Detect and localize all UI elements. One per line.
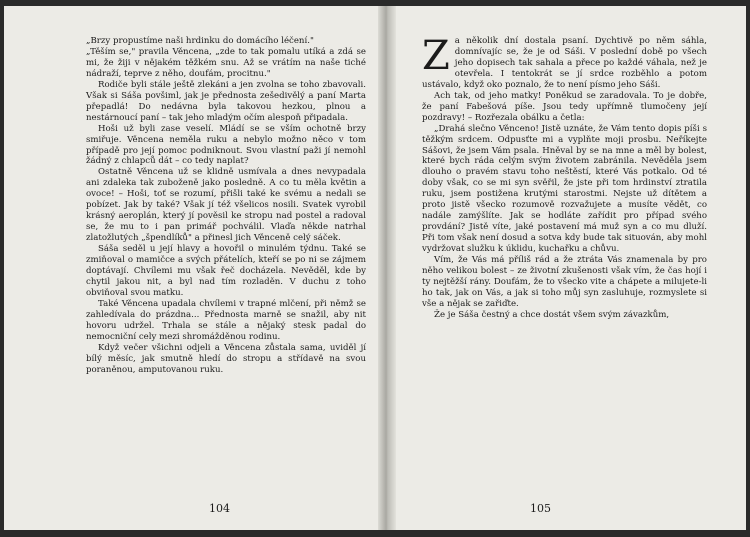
- right-paragraph: Ach tak, od jeho matky! Poněkud se zaradovala. To je dobře, že paní Fabešová píše. Jsou tedy upřímně tlumočeny její pozdravy! – Rozřezala obálku a četla:: [422, 90, 707, 123]
- drop-cap: Z: [422, 33, 450, 79]
- right-page: [422, 33, 707, 515]
- right-paragraph-first: [422, 33, 707, 91]
- right-paragraph: Že je Sáša čestný a chce dostát všem svým závazkům,: [434, 309, 670, 320]
- first-paragraph-text: a několik dní dostala psaní. Dychtivě po něm sáhla, domnívajíc se, že je od Sáši. V poslední době po všech jeho dopisech tak sahala a přece po každé váhala, než je otevřela. I tentokrát se jí srdce rozběhlo a potom ustávalo, když oko poznalo, že to není písmo jeho Sáši.: [422, 36, 707, 90]
- left-page-number: 104: [209, 502, 230, 515]
- left-page-text: [86, 36, 366, 376]
- left-paragraph: „Těším se," pravila Věncena, „zde to tak pomalu utíká a zdá se mi, že žiji v nějakém těžkém snu. Až se vrátím na naše tiché nádraží, teprve z něho, doufám, procitnu.": [86, 46, 366, 79]
- left-paragraph: „Brzy propustíme naši hrdinku do domácího léčení.": [86, 36, 314, 46]
- left-paragraph: Ostatně Věncena už se klidně usmívala a dnes nevypadala ani zdaleka tak zuboženě jako posledně. A co tu měla květin a ovoce! – Hoši, toť se rozumí, přišli také ke svému a nedali se pobízet. Jak by také? Však jí též všelicos nosili. Svatek vyrobil krásný aeroplán, který jí pověsil ke stropu nad postel a radoval se, že mu to i pan primář pochválil. Vlaďa někde natrhal zlatožlutých „špendlíků" a přinesl jich Věnceně celý sáček.: [86, 167, 366, 244]
- left-paragraph: Rodiče byli stále ještě zlekáni a jen zvolna se toho zbavovali. Však si Sáša povšiml, jak je přednosta zešedivělý a paní Marta přepadlá! Do nedávna byla takovou hezkou, plnou a nestárnoucí paní – tak jeho mladým očím alespoň připadala.: [86, 79, 366, 123]
- left-paragraph: Hoši už byli zase veselí. Mládí se se vším ochotně brzy smiřuje. Věncena neměla ruku a nebylo možno něco v tom případě pro její pomoc podniknout. Svou vlastní paži jí nemohl žádný z chlapců dát – co tedy naplat?: [86, 123, 366, 167]
- left-paragraph: Když večer všichni odjeli a Věncena zůstala sama, uviděl jí bílý měsíc, jak smutně hledí do stropu a střídavě na svou poraněnou, amputovanou ruku.: [86, 342, 366, 375]
- book-spine: [378, 6, 396, 530]
- left-paragraph: Také Věncena upadala chvílemi v trapné mlčení, při němž se zahledívala do prázdna... Přednosta marně se snažil, aby nit hovoru udržel. Trhala se stále a nějaký stesk padal do nemocniční cely mezi shromážděnou rodinu.: [86, 298, 366, 342]
- left-paragraph: Sáša seděl u její hlavy a hovořil o minulém týdnu. Také se zmiňoval o mamičce a svých přátelích, kteří se po ni se zájmem doptávají. Chvílemi mu však řeč docházela. Nevěděl, kde by chytil jakou nit, a byl nad tím rozladěn. V duchu z toho obviňoval svou matku.: [86, 244, 366, 298]
- right-paragraph: „Drahá slečno Věnceno! Jistě uznáte, že Vám tento dopis píši s těžkým srdcem. Odpusťte mi a vyplňte moji prosbu. Neříkejte Sášovi, že jsem Vám psala. Hněval by se na mne a měl by bolest, které bych ráda celým svým životem zabránila. Nevěděla jsem dlouho o pravém stavu toho neštěstí, které Vás potkalo. Od té doby však, co se mi syn svěřil, že jste při tom hrdinství ztratila ruku, jsem postižena krutými starostmi. Nejste už dítětem a proto jistě všecko rozumově rozvažujete a musíte vědět, co nadále zamýšlíte. Jak se hodláte zařídit pro případ svého provdání? Jistě víte, jaké postavení má muž syn a co mu dluží. Při tom však není dosud a sotva kdy bude tak situován, aby mohl vydržovat služku k úklidu, kuchařku a chůvu.: [422, 123, 707, 255]
- open-book: [4, 6, 746, 530]
- left-page: [86, 36, 366, 515]
- right-page-text: [422, 33, 707, 321]
- right-paragraph: Vím, že Vás má příliš rád a že ztráta Vás znamenala by pro něho velikou bolest – ze životní zkušenosti však vím, že čas hojí i ty nejtěžší rány. Doufám, že to všecko vite a chápete a milujete-li ho tak, jak on Vás, a jak si toho můj syn zasluhuje, rozmyslete si vše a nějak se zařiďte.: [422, 255, 707, 309]
- right-page-number: 105: [530, 502, 551, 515]
